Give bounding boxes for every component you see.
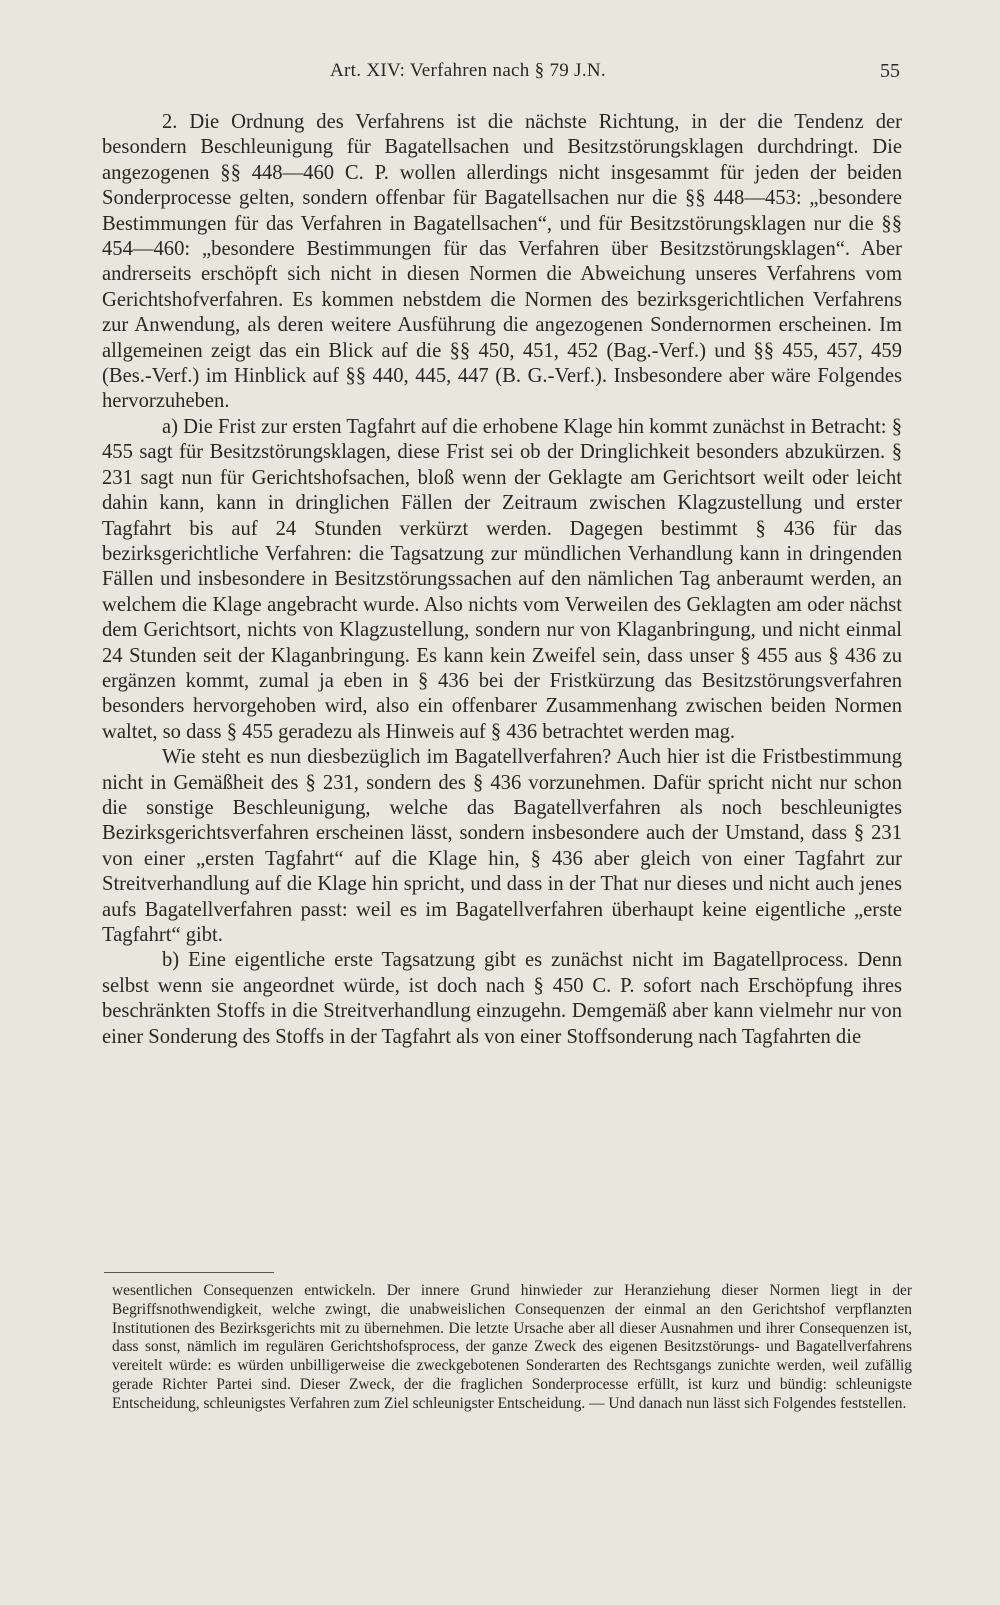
footnote: [112, 1282, 912, 1414]
paragraph-1: 2. Die Ordnung des Verfahrens ist die nächste Richtung, in der die Tendenz der besondern Beschleunigung für Bagatellsachen und Besitzstörungsklagen durchdringt. Die angezogenen §§ 448—460 C. P. wollen allerdings nicht insgesammt für jeden der beiden Sonderprocesse gelten, sondern offenbar für Bagatellsachen nur die §§ 448—453: „besondere Bestimmungen für das Verfahren in Bagatellsachen“, und für Besitzstörungsklagen nur die §§ 454—460: „besondere Bestimmungen für das Verfahren über Besitzstörungsklagen“. Aber andrerseits erschöpft sich nicht in diesen Normen die Abweichung unseres Verfahrens vom Gerichtshofverfahren. Es kommen nebstdem die Normen des bezirksgerichtlichen Verfahrens zur Anwendung, als deren weitere Ausführung die angezogenen Sondernormen erscheinen. Im allgemeinen zeigt das ein Blick auf die §§ 450, 451, 452 (Bag.-Verf.) und §§ 455, 457, 459 (Bes.-Verf.) im Hinblick auf §§ 440, 445, 447 (B. G.-Verf.). Insbesondere aber wäre Folgendes hervorzuheben.: [102, 111, 902, 413]
footnote-text: wesentlichen Consequenzen entwickeln. Der innere Grund hinwieder zur Heranziehung dieser Normen liegt in der Begriffsnothwendigkeit, welche zwingt, die unabweislichen Consequenzen der einmal an den Gerichtshof verpflanzten Institutionen des Bezirksgerichts mit zu übernehmen. Die letzte Ursache aber all dieser Ausnahmen und ihrer Consequenzen ist, dass sonst, nämlich im regulären Gerichtshofsprocess, der ganze Zweck des eigenen Besitzstörungs- und Bagatellverfahrens vereitelt würde: es würden unbilligerweise die zweckgebotenen Sonderarten des Rechtsgangs zunichte werden, weil zufällig gerade Richter Partei sind. Dieser Zweck, der die fraglichen Sonderprocesse erfüllt, ist kurz und bündig: schleunigste Entscheidung, schleunigstes Verfahren zum Ziel schleunigster Entscheidung. — Und danach nun lässt sich Folgendes feststellen.: [112, 1282, 912, 1412]
paragraph-2: a) Die Frist zur ersten Tagfahrt auf die erhobene Klage hin kommt zunächst in Betracht: § 455 sagt für Besitzstörungsklagen, diese Frist sei ob der Dringlichkeit besonders abzukürzen. § 231 sagt nun für Gerichtshofsachen, bloß wenn der Geklagte am Gerichtsort weilt oder leicht dahin kann, kann in dringlichen Fällen der Zeitraum zwischen Klagzustellung und erster Tagfahrt bis auf 24 Stunden verkürzt werden. Dagegen bestimmt § 436 für das bezirksgerichtliche Verfahren: die Tagsatzung zur mündlichen Verhandlung kann in dringenden Fällen und insbesondere in Besitzstörungssachen auf den nämlichen Tag anberaumt werden, an welchem die Klage angebracht wurde. Also nichts vom Verweilen des Geklagten am oder nächst dem Gerichtsort, nichts von Klagzustellung, sondern nur von Klaganbringung, und nicht einmal 24 Stunden seit der Klaganbringung. Es kann kein Zweifel sein, dass unser § 455 aus § 436 zu ergänzen kommt, zumal ja eben in § 436 bei der Fristkürzung das Besitzstörungsverfahren besonders hervorgehoben wird, also ein offenbarer Zusammenhang zwischen beiden Normen waltet, so dass § 455 geradezu als Hinweis auf § 436 betrachtet werden mag.: [102, 415, 902, 743]
footnote-divider: [104, 1272, 274, 1273]
running-head: Art. XIV: Verfahren nach § 79 J.N.: [330, 60, 606, 81]
page-number: 55: [880, 60, 900, 82]
paragraph-3: Wie steht es nun diesbezüglich im Bagatellverfahren? Auch hier ist die Fristbestimmung nicht in Gemäßheit des § 231, sondern des § 436 vorzunehmen. Dafür spricht nicht nur schon die sonstige Beschleunigung, welche das Bagatellverfahren als noch beschleunigtes Bezirksgerichtsverfahren erscheinen lässt, sondern insbesondere auch der Umstand, dass § 231 von einer „ersten Tagfahrt“ auf die Klage hin, § 436 aber gleich von einer Tagfahrt zur Streitverhandlung auf die Klage hin spricht, und dass in der That nur dieses und nicht auch jenes aufs Bagatellverfahren passt: weil es im Bagatellverfahren überhaupt keine eigentliche „erste Tagfahrt“ gibt.: [102, 746, 902, 946]
paragraph-4: b) Eine eigentliche erste Tagsatzung gibt es zunächst nicht im Bagatellprocess. Denn selbst wenn sie angeordnet würde, ist doch nach § 450 C. P. sofort nach Erschöpfung ihres beschränkten Stoffs in die Streitverhandlung einzugehn. Demgemäß aber kann vielmehr nur von einer Sonderung des Stoffs in der Tagfahrt als von einer Stoffsonderung nach Tagfahrten die: [102, 949, 902, 1048]
main-text: [102, 110, 902, 1050]
page-header: [100, 60, 900, 90]
